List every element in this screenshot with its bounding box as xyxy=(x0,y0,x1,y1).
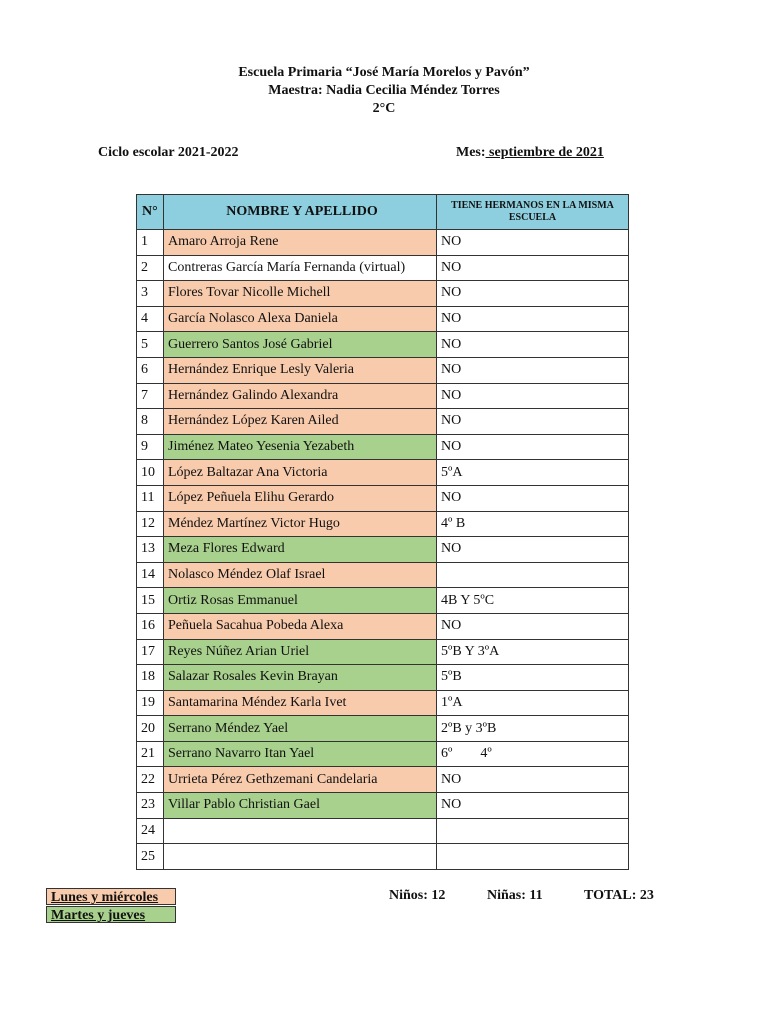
total-count: TOTAL: 23 xyxy=(584,888,654,903)
row-number: 13 xyxy=(137,537,164,563)
siblings-cell: NO xyxy=(437,357,629,383)
row-number: 21 xyxy=(137,741,164,767)
student-name: Hernández López Karen Ailed xyxy=(164,409,437,435)
row-number: 2 xyxy=(137,255,164,281)
siblings-cell: NO xyxy=(437,537,629,563)
siblings-cell: NO xyxy=(437,409,629,435)
siblings-cell: NO xyxy=(437,485,629,511)
student-table xyxy=(136,194,629,870)
table-row xyxy=(137,741,629,767)
table-row xyxy=(137,460,629,486)
month-label: Mes: xyxy=(456,145,486,160)
siblings-cell: NO xyxy=(437,767,629,793)
table-body xyxy=(137,230,629,870)
student-name: Peñuela Sacahua Pobeda Alexa xyxy=(164,613,437,639)
student-name: Amaro Arroja Rene xyxy=(164,230,437,256)
table-row xyxy=(137,767,629,793)
row-number: 16 xyxy=(137,613,164,639)
student-name xyxy=(164,818,437,844)
month-value: septiembre de 2021 xyxy=(485,145,604,160)
siblings-cell: 5ºA xyxy=(437,460,629,486)
siblings-cell: NO xyxy=(437,793,629,819)
table-row xyxy=(137,716,629,742)
student-name xyxy=(164,844,437,870)
table-header-row xyxy=(137,195,629,230)
student-name: López Peñuela Elihu Gerardo xyxy=(164,485,437,511)
siblings-cell: NO xyxy=(437,255,629,281)
student-name: Jiménez Mateo Yesenia Yezabeth xyxy=(164,434,437,460)
table-row xyxy=(137,665,629,691)
siblings-cell: 2ºB y 3ºB xyxy=(437,716,629,742)
table-row xyxy=(137,690,629,716)
table-row xyxy=(137,409,629,435)
student-name: Serrano Navarro Itan Yael xyxy=(164,741,437,767)
row-number: 19 xyxy=(137,690,164,716)
row-number: 12 xyxy=(137,511,164,537)
legend-pink-label: Lunes y miércoles xyxy=(51,890,159,905)
row-number: 18 xyxy=(137,665,164,691)
boys-count: Niños: 12 xyxy=(389,888,446,903)
student-name: Reyes Núñez Arian Uriel xyxy=(164,639,437,665)
table-row xyxy=(137,332,629,358)
row-number: 8 xyxy=(137,409,164,435)
row-number: 7 xyxy=(137,383,164,409)
student-name: García Nolasco Alexa Daniela xyxy=(164,306,437,332)
month xyxy=(456,145,604,161)
student-name: López Baltazar Ana Victoria xyxy=(164,460,437,486)
row-number: 4 xyxy=(137,306,164,332)
table-row xyxy=(137,383,629,409)
row-number: 24 xyxy=(137,818,164,844)
table-row xyxy=(137,230,629,256)
row-number: 5 xyxy=(137,332,164,358)
table-row xyxy=(137,818,629,844)
siblings-cell: NO xyxy=(437,383,629,409)
siblings-cell: NO xyxy=(437,306,629,332)
row-number: 3 xyxy=(137,281,164,307)
student-name: Guerrero Santos José Gabriel xyxy=(164,332,437,358)
row-number: 1 xyxy=(137,230,164,256)
student-name: Serrano Méndez Yael xyxy=(164,716,437,742)
table-row xyxy=(137,485,629,511)
girls-count: Niñas: 11 xyxy=(487,888,543,903)
siblings-cell xyxy=(437,562,629,588)
row-number: 14 xyxy=(137,562,164,588)
student-name: Urrieta Pérez Gethzemani Candelaria xyxy=(164,767,437,793)
row-number: 6 xyxy=(137,357,164,383)
table-row xyxy=(137,511,629,537)
school-cycle: Ciclo escolar 2021-2022 xyxy=(98,145,239,160)
student-name: Contreras García María Fernanda (virtual) xyxy=(164,255,437,281)
table-row xyxy=(137,306,629,332)
row-number: 20 xyxy=(137,716,164,742)
siblings-cell xyxy=(437,844,629,870)
row-number: 11 xyxy=(137,485,164,511)
student-name: Nolasco Méndez Olaf Israel xyxy=(164,562,437,588)
student-name: Ortiz Rosas Emmanuel xyxy=(164,588,437,614)
table-row xyxy=(137,844,629,870)
table-row xyxy=(137,357,629,383)
col-header-name: NOMBRE Y APELLIDO xyxy=(164,195,437,230)
table-row xyxy=(137,537,629,563)
group-name: 2°C xyxy=(372,101,396,116)
siblings-cell: 5ºB xyxy=(437,665,629,691)
teacher-name: Maestra: Nadia Cecilia Méndez Torres xyxy=(268,83,500,98)
student-name: Meza Flores Edward xyxy=(164,537,437,563)
siblings-cell: NO xyxy=(437,230,629,256)
row-number: 22 xyxy=(137,767,164,793)
row-number: 25 xyxy=(137,844,164,870)
siblings-cell xyxy=(437,818,629,844)
row-number: 10 xyxy=(137,460,164,486)
col-header-number: N° xyxy=(137,195,164,230)
row-number: 15 xyxy=(137,588,164,614)
row-number: 23 xyxy=(137,793,164,819)
siblings-cell: NO xyxy=(437,281,629,307)
student-name: Méndez Martínez Victor Hugo xyxy=(164,511,437,537)
siblings-cell: NO xyxy=(437,613,629,639)
school-name: Escuela Primaria “José María Morelos y Pavón” xyxy=(238,65,530,80)
table-row xyxy=(137,613,629,639)
col-header-siblings: TIENE HERMANOS EN LA MISMA ESCUELA xyxy=(437,195,629,230)
table-row xyxy=(137,255,629,281)
student-name: Santamarina Méndez Karla Ivet xyxy=(164,690,437,716)
student-name: Flores Tovar Nicolle Michell xyxy=(164,281,437,307)
student-name: Villar Pablo Christian Gael xyxy=(164,793,437,819)
legend-tuesday-thursday xyxy=(46,906,176,923)
row-number: 9 xyxy=(137,434,164,460)
siblings-cell: 1ºA xyxy=(437,690,629,716)
table-row xyxy=(137,639,629,665)
legend-monday-wednesday xyxy=(46,888,176,905)
table-row xyxy=(137,281,629,307)
table-row xyxy=(137,588,629,614)
table-row xyxy=(137,434,629,460)
siblings-cell: 5ºB Y 3ºA xyxy=(437,639,629,665)
student-name: Salazar Rosales Kevin Brayan xyxy=(164,665,437,691)
siblings-cell: 4º B xyxy=(437,511,629,537)
siblings-cell: NO xyxy=(437,434,629,460)
table-row xyxy=(137,562,629,588)
student-name: Hernández Enrique Lesly Valeria xyxy=(164,357,437,383)
row-number: 17 xyxy=(137,639,164,665)
legend-green-label: Martes y jueves xyxy=(51,908,146,923)
siblings-cell: NO xyxy=(437,332,629,358)
table-row xyxy=(137,793,629,819)
siblings-cell: 4B Y 5ºC xyxy=(437,588,629,614)
siblings-cell: 6º 4º xyxy=(437,741,629,767)
student-name: Hernández Galindo Alexandra xyxy=(164,383,437,409)
